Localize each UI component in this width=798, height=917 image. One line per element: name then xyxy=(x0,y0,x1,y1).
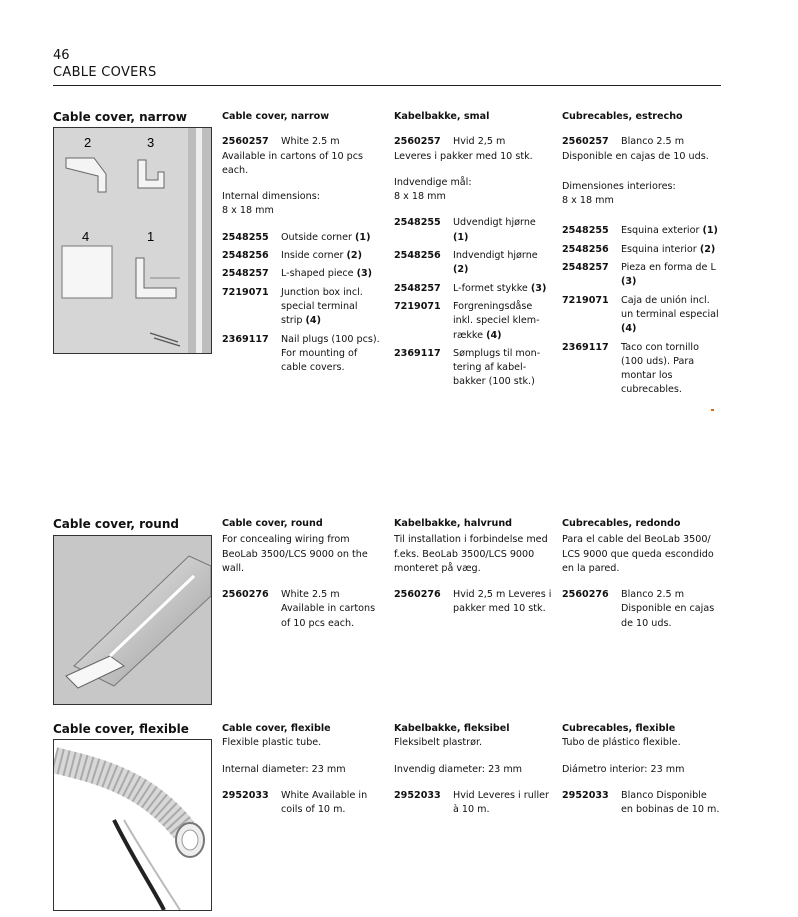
intro-text: Fleksibelt plastrør. xyxy=(394,737,483,749)
column-es-narrow xyxy=(562,110,720,402)
item-description: Nail plugs (100 pcs). For mounting of cable covers. xyxy=(281,333,380,374)
dims-label: Internal dimensions: xyxy=(222,191,320,203)
item-description: Esquina interior xyxy=(621,243,697,255)
item-description: Blanco Disponible en bobinas de 10 m. xyxy=(621,789,720,816)
page-title: CABLE COVERS xyxy=(53,65,157,80)
dims-value: 8 x 18 mm xyxy=(394,191,446,203)
item-tag: (2) xyxy=(699,243,716,255)
item-tag: (4) xyxy=(621,323,637,335)
item-number: 2548257 xyxy=(394,282,441,294)
photo-label-1: 1 xyxy=(147,229,155,244)
accent-dot xyxy=(711,409,714,411)
item-number: 2560276 xyxy=(562,589,609,601)
column-heading: Cable cover, narrow xyxy=(222,111,330,122)
intro-text: Til installation i forbindelse med f.eks. BeoLab 3500/LCS 9000 monteret på væg. xyxy=(394,534,548,574)
intro-text: Flexible plastic tube. xyxy=(222,737,322,749)
item-number: 2952033 xyxy=(394,789,441,801)
item-number: 7219071 xyxy=(222,286,269,298)
header-rule xyxy=(53,85,721,86)
item-number: 2369117 xyxy=(562,341,609,353)
dims-value: Invendig diameter: 23 mm xyxy=(394,763,523,775)
page-number: 46 xyxy=(53,48,70,63)
item-number: 2560276 xyxy=(394,589,441,601)
item-tag: (3) xyxy=(530,282,547,294)
column-heading: Cable cover, flexible xyxy=(222,723,331,734)
item-number: 2548255 xyxy=(394,217,441,229)
photo-label-4: 4 xyxy=(82,229,90,244)
item-number: 2952033 xyxy=(222,789,269,801)
column-da-round xyxy=(394,517,552,621)
item-description: Indvendigt hjørne xyxy=(453,250,538,262)
item-description: Hvid 2,5 m xyxy=(453,136,506,148)
item-tag: (2) xyxy=(453,264,469,276)
item-description: Hvid Leveres i ruller à 10 m. xyxy=(453,789,549,816)
item-number: 2548256 xyxy=(562,243,609,255)
item-description: Blanco 2.5 m Disponible en cajas de 10 uds. xyxy=(621,589,715,629)
column-es-round xyxy=(562,517,720,635)
column-es-flexible xyxy=(562,722,720,821)
item-number: 2560257 xyxy=(562,136,609,148)
dims-value: Internal diameter: 23 mm xyxy=(222,763,346,775)
column-en-narrow xyxy=(222,110,380,379)
item-number: 7219071 xyxy=(562,294,609,306)
item-tag: (3) xyxy=(621,276,637,288)
item-tag: (2) xyxy=(346,250,362,262)
item-description: White 2.5 m Available in cartons of 10 pcs each. xyxy=(281,589,376,629)
item-number: 2548255 xyxy=(222,231,269,243)
column-en-round xyxy=(222,517,380,635)
column-heading: Kabelbakke, fleksibel xyxy=(394,723,510,734)
dims-value: Diámetro interior: 23 mm xyxy=(562,763,685,775)
item-description: Junction box incl. special terminal strip xyxy=(281,286,363,327)
photo-narrow-cable-cover xyxy=(53,127,212,354)
item-number: 2548256 xyxy=(394,250,441,262)
column-heading: Kabelbakke, smal xyxy=(394,111,490,122)
dims-label: Indvendige mål: xyxy=(394,176,472,188)
item-description: Caja de unión incl. un terminal especial xyxy=(621,294,719,320)
column-heading: Cable cover, round xyxy=(222,518,323,529)
item-description: Udvendigt hjørne xyxy=(453,217,536,229)
column-da-narrow xyxy=(394,110,552,394)
item-number: 2369117 xyxy=(222,333,269,345)
item-description: White 2.5 m xyxy=(281,136,340,148)
item-description: Pieza en forma de L xyxy=(621,262,716,274)
item-description: Sømplugs til mon-tering af kabel-bakker (100 stk.) xyxy=(453,347,541,388)
column-heading: Kabelbakke, halvrund xyxy=(394,518,513,529)
packaging-note: Disponible en cajas de 10 uds. xyxy=(562,150,709,162)
dims-value: 8 x 18 mm xyxy=(222,205,274,217)
item-description: Inside corner xyxy=(281,250,344,262)
photo-flexible-cable-cover xyxy=(53,739,212,911)
intro-text: For concealing wiring from BeoLab 3500/LCS 9000 on the wall. xyxy=(222,534,368,574)
item-number: 2548257 xyxy=(222,268,269,280)
item-number: 2560276 xyxy=(222,589,269,601)
item-tag: (4) xyxy=(486,329,502,341)
item-number: 2548255 xyxy=(562,225,609,237)
item-number: 2548256 xyxy=(222,250,269,262)
photo-label-2: 2 xyxy=(84,135,92,150)
item-number: 2369117 xyxy=(394,347,441,359)
intro-text: Tubo de plástico flexible. xyxy=(562,737,681,749)
photo-label-3: 3 xyxy=(147,135,155,150)
item-description: Taco con tornillo (100 uds). Para montar los cubrecables. xyxy=(621,341,699,396)
item-description: Blanco 2.5 m xyxy=(621,136,685,148)
item-description: White Available in coils of 10 m. xyxy=(281,789,368,816)
section-title-narrow: Cable cover, narrow xyxy=(53,110,187,124)
column-en-flexible xyxy=(222,722,380,821)
column-heading: Cubrecables, flexible xyxy=(562,723,676,734)
item-description: L-formet stykke xyxy=(453,282,528,294)
item-number: 2548257 xyxy=(562,262,609,274)
column-da-flexible xyxy=(394,722,552,821)
item-description: L-shaped piece xyxy=(281,268,354,280)
section-title-flexible: Cable cover, flexible xyxy=(53,722,189,736)
item-tag: (3) xyxy=(356,268,373,280)
item-description: Outside corner xyxy=(281,231,352,243)
item-description: Esquina exterior xyxy=(621,225,700,237)
item-description: Forgreningsdåse inkl. speciel klem-række xyxy=(453,300,540,341)
item-tag: (1) xyxy=(702,225,718,237)
photo-round-cable-cover xyxy=(53,535,212,705)
item-number: 2560257 xyxy=(394,136,441,148)
section-title-round: Cable cover, round xyxy=(53,517,179,531)
dims-label: Dimensiones interiores: xyxy=(562,180,676,192)
packaging-note: Available in cartons of 10 pcs each. xyxy=(222,150,364,176)
item-description: Hvid 2,5 m Leveres i pakker med 10 stk. xyxy=(453,589,552,615)
item-tag: (1) xyxy=(355,231,371,243)
item-number: 2952033 xyxy=(562,789,609,801)
item-tag: (4) xyxy=(305,315,321,327)
item-tag: (1) xyxy=(453,231,469,243)
column-heading: Cubrecables, redondo xyxy=(562,518,681,529)
intro-text: Para el cable del BeoLab 3500/ LCS 9000 que queda escondido en la pared. xyxy=(562,534,714,574)
packaging-note: Leveres i pakker med 10 stk. xyxy=(394,150,533,162)
dims-value: 8 x 18 mm xyxy=(562,195,614,207)
column-heading: Cubrecables, estrecho xyxy=(562,111,683,122)
item-number: 7219071 xyxy=(394,300,441,312)
item-number: 2560257 xyxy=(222,136,269,148)
